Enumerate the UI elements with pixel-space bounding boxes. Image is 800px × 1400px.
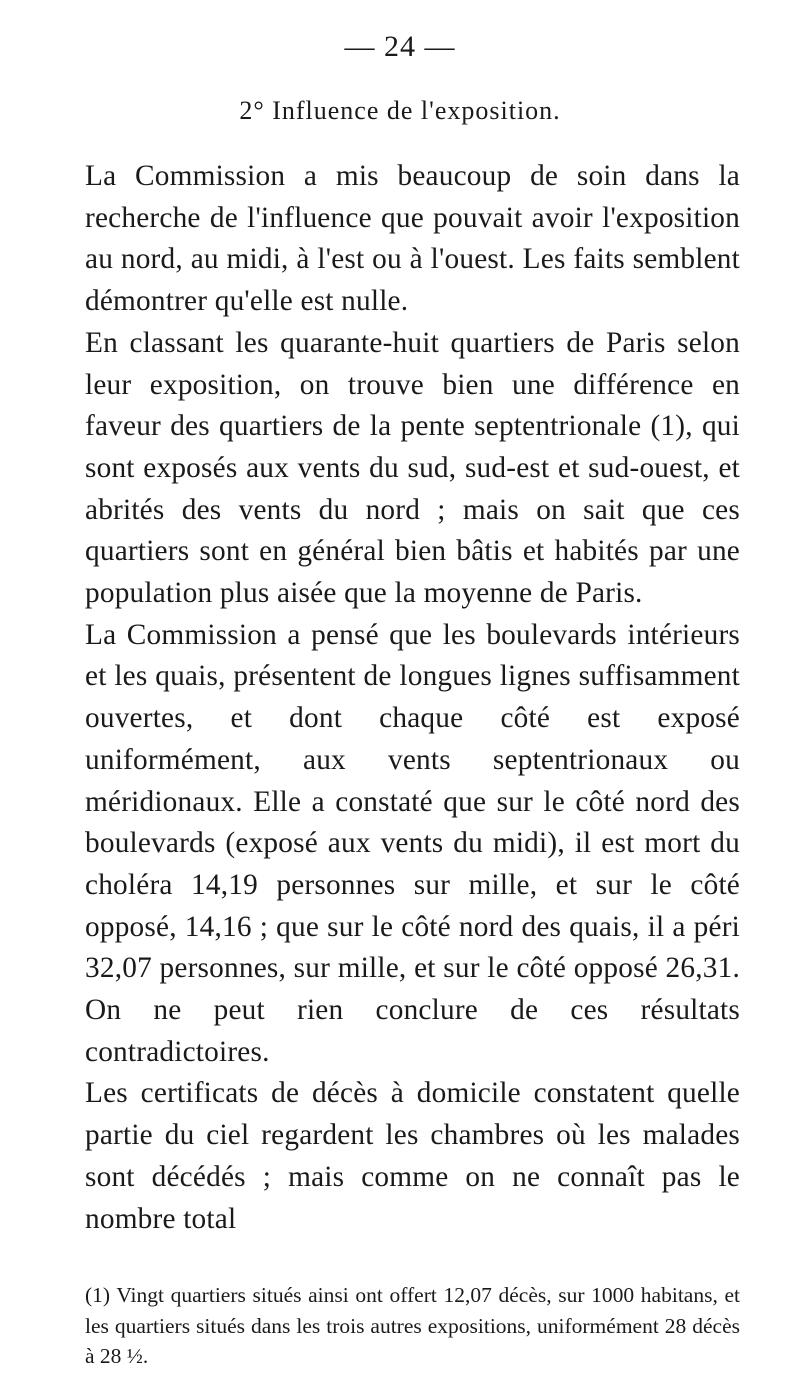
paragraph-1: La Commission a mis beaucoup de soin dans la recherche de l'influence que pouvait avoir l'exposition au nord, au midi, à l'est ou à l'ouest. Les faits semblent démontrer qu'elle est nulle. — [85, 160, 740, 318]
paragraph-2: En classant les quarante-huit quartiers de Paris selon leur exposition, on trouve bien une différence en faveur des quartiers de la pente septentrionale (1), qui sont exposés aux vents du sud, sud-est et sud-ouest, et abrités des vents du nord ; mais on sait que ces quartiers sont en général bien bâtis et habités par une population plus aisée que la moyenne de Paris. — [85, 326, 740, 610]
paragraph-3: La Commission a pensé que les boulevards intérieurs et les quais, présentent de longues lignes suffisamment ouvertes, et dont chaque côté est exposé uniformément, aux vents septentrionaux ou méridionaux. Elle a constaté que sur le côté nord des boulevards (exposé aux vents du midi), il est mort du choléra 14,19 personnes sur mille, et sur le côté opposé, 14,16 ; que sur le côté nord des quais, il a péri 32,07 personnes, sur mille, et sur le côté opposé 26,31. On ne peut rien conclure de ces résultats contradictoires. — [85, 618, 740, 1068]
section-heading: 2° Influence de l'exposition. — [239, 96, 561, 125]
footnote — [85, 1280, 740, 1372]
page-number: — 24 — — [344, 30, 456, 63]
footnote-text: (1) Vingt quartiers situés ainsi ont offert 12,07 décès, sur 1000 habitans, et les quartiers situés dans les trois autres expositions, uniformément 28 décès à 28 ½. — [85, 1283, 740, 1368]
body-text — [85, 156, 740, 1240]
paragraph-4: Les certificats de décès à domicile constatent quelle partie du ciel regardent les chambres où les malades sont décédés ; mais comme on ne connaît pas le nombre total — [85, 1077, 740, 1235]
